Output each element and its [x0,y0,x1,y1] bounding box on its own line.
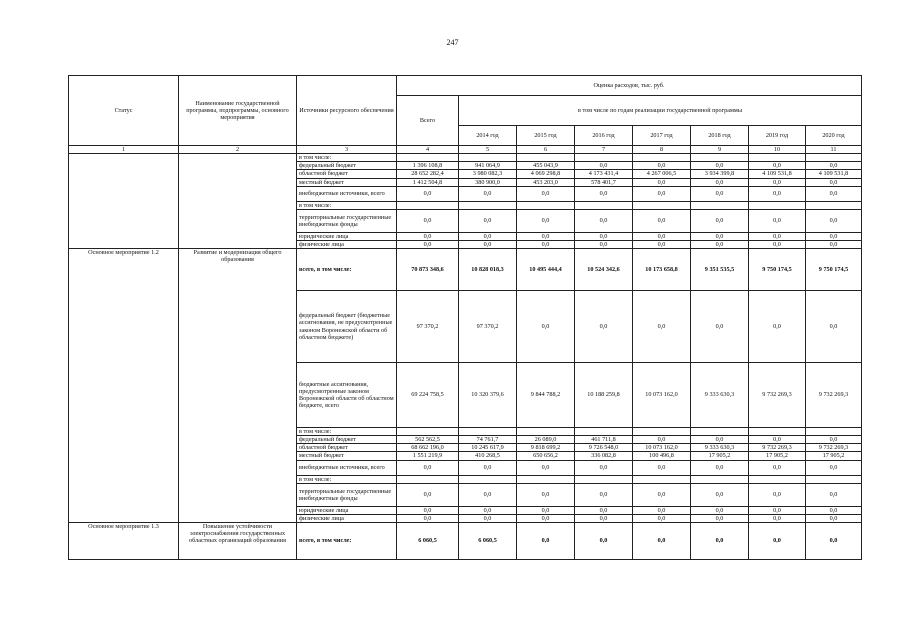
year-value [691,428,749,436]
year-value: 0,0 [691,178,749,186]
year-value [749,201,806,209]
year-value: 0,0 [633,209,691,232]
activity-name-cell: Повышение устойчивости электроснабжения государственных областных организаций образования [179,522,297,559]
year-value: 9 750 174,5 [749,249,806,291]
year-value: 0,0 [806,240,862,248]
year-value [459,201,517,209]
total-value: 0,0 [397,232,459,240]
activity-name-cell: Развитие и модернизация общего образования [179,249,297,523]
source-label: местный бюджет [297,452,397,460]
header-year: 2018 год [691,126,749,146]
year-value: 0,0 [633,240,691,248]
year-value: 0,0 [517,240,575,248]
column-number: 5 [459,146,517,154]
source-label: федеральный бюджет [297,436,397,444]
year-value: 17 905,2 [806,452,862,460]
year-value: 0,0 [517,232,575,240]
year-value: 0,0 [575,162,633,170]
year-value: 0,0 [575,483,633,506]
year-value: 0,0 [459,240,517,248]
year-value [575,428,633,436]
year-value: 0,0 [749,162,806,170]
total-value: 1 551 219,9 [397,452,459,460]
year-value: 0,0 [806,178,862,186]
year-value [633,428,691,436]
year-value [633,154,691,162]
year-value: 0,0 [517,186,575,201]
year-value: 9 844 788,2 [517,363,575,428]
year-value: 9 732 269,3 [749,363,806,428]
year-value: 0,0 [691,506,749,514]
year-value: 10 188 259,8 [575,363,633,428]
year-value: 0,0 [575,240,633,248]
year-value: 0,0 [691,460,749,475]
year-value [806,428,862,436]
year-value: 9 333 630,3 [691,444,749,452]
source-label: внебюджетные источники, всего [297,460,397,475]
year-value: 0,0 [749,291,806,363]
year-value: 0,0 [691,240,749,248]
year-value: 941 064,9 [459,162,517,170]
year-value: 0,0 [459,506,517,514]
year-value: 0,0 [691,232,749,240]
year-value [575,475,633,483]
year-value: 100 496,8 [633,452,691,460]
source-label: бюджетные ассигнования, предусмотренные законом Воронежской области об областном бюджете, всего [297,363,397,428]
source-label: юридические лица [297,506,397,514]
column-number: 11 [806,146,862,154]
year-value: 0,0 [806,483,862,506]
year-value: 3 980 082,3 [459,170,517,178]
source-label: в том числе: [297,154,397,162]
header-year: 2019 год [749,126,806,146]
year-value: 650 656,2 [517,452,575,460]
year-value: 0,0 [575,514,633,522]
year-value: 0,0 [459,186,517,201]
year-value: 0,0 [459,232,517,240]
year-value: 0,0 [575,186,633,201]
source-label: внебюджетные источники, всего [297,186,397,201]
total-value: 70 873 348,6 [397,249,459,291]
year-value: 0,0 [691,162,749,170]
total-value: 0,0 [397,514,459,522]
year-value: 0,0 [749,232,806,240]
source-label: областной бюджет [297,444,397,452]
year-value: 0,0 [517,483,575,506]
year-value: 0,0 [806,514,862,522]
status-cell [69,154,179,249]
year-value [459,154,517,162]
year-value: 0,0 [749,483,806,506]
year-value: 10 073 162,0 [633,444,691,452]
year-value [633,475,691,483]
table-row [69,154,862,162]
year-value: 0,0 [806,232,862,240]
year-value: 0,0 [633,460,691,475]
total-value: 68 662 196,0 [397,444,459,452]
source-label: в том числе: [297,428,397,436]
year-value [575,154,633,162]
year-value: 0,0 [517,514,575,522]
total-value [397,154,459,162]
total-value [397,201,459,209]
year-value: 0,0 [633,162,691,170]
year-value: 3 934 399,8 [691,170,749,178]
header-year: 2020 год [806,126,862,146]
year-value: 0,0 [517,522,575,559]
year-value: 9 732 269,3 [806,444,862,452]
year-value: 10 320 379,6 [459,363,517,428]
year-value: 9 333 630,3 [691,363,749,428]
year-value: 0,0 [459,483,517,506]
year-value: 10 245 617,9 [459,444,517,452]
year-value: 0,0 [749,506,806,514]
year-value: 0,0 [806,436,862,444]
year-value: 17 905,2 [749,452,806,460]
year-value: 9 818 699,2 [517,444,575,452]
header-status: Статус [69,76,179,146]
year-value: 0,0 [633,522,691,559]
year-value: 453 203,0 [517,178,575,186]
year-value [806,475,862,483]
year-value [691,154,749,162]
year-value: 0,0 [633,483,691,506]
header-year: 2014 год [459,126,517,146]
year-value: 17 905,2 [691,452,749,460]
year-value: 336 082,8 [575,452,633,460]
year-value [806,154,862,162]
column-number: 8 [633,146,691,154]
year-value: 0,0 [633,506,691,514]
total-value: 1 412 504,8 [397,178,459,186]
year-value: 9 732 269,3 [806,363,862,428]
year-value: 0,0 [633,514,691,522]
header-name: Наименование государственной программы, подпрограммы, основного мероприятия [179,76,297,146]
year-value: 0,0 [806,460,862,475]
year-value: 0,0 [806,209,862,232]
total-value [397,428,459,436]
year-value [806,201,862,209]
source-label: федеральный бюджет (бюджетные ассигнования, не предусмотренные законом Воронежской области об областном бюджете) [297,291,397,363]
year-value: 578 401,7 [575,178,633,186]
year-value [749,154,806,162]
year-value: 0,0 [749,186,806,201]
year-value: 0,0 [575,460,633,475]
year-value: 4 267 006,5 [633,170,691,178]
year-value [691,475,749,483]
source-label: всего, в том числе: [297,249,397,291]
year-value [517,154,575,162]
total-value [397,475,459,483]
year-value: 0,0 [691,514,749,522]
total-value: 0,0 [397,483,459,506]
column-number: 9 [691,146,749,154]
total-value: 0,0 [397,506,459,514]
source-label: территориальные государственные внебюджетные фонды [297,483,397,506]
source-label: в том числе: [297,475,397,483]
column-number: 2 [179,146,297,154]
year-value: 0,0 [517,460,575,475]
year-value: 410 268,5 [459,452,517,460]
total-value: 0,0 [397,186,459,201]
year-value: 9 351 535,5 [691,249,749,291]
year-value: 0,0 [633,186,691,201]
table-body [69,76,862,560]
total-value: 1 396 108,8 [397,162,459,170]
year-value: 26 089,0 [517,436,575,444]
year-value: 455 043,9 [517,162,575,170]
column-number: 6 [517,146,575,154]
year-value [517,201,575,209]
year-value: 0,0 [749,209,806,232]
year-value: 0,0 [691,522,749,559]
column-number: 7 [575,146,633,154]
source-label: всего, в том числе: [297,522,397,559]
total-value: 28 652 282,4 [397,170,459,178]
column-number: 1 [69,146,179,154]
year-value: 0,0 [633,436,691,444]
status-cell: Основное мероприятие 1.3 [69,522,179,559]
year-value [575,201,633,209]
total-value: 6 060,5 [397,522,459,559]
year-value [517,428,575,436]
year-value: 0,0 [806,186,862,201]
year-value [517,475,575,483]
column-number: 3 [297,146,397,154]
year-value: 0,0 [749,514,806,522]
year-value: 0,0 [517,506,575,514]
year-value [459,428,517,436]
year-value: 0,0 [806,291,862,363]
source-label: федеральный бюджет [297,162,397,170]
source-label: юридические лица [297,232,397,240]
year-value: 0,0 [459,209,517,232]
year-value: 380 900,0 [459,178,517,186]
table-row [69,522,862,559]
year-value: 4 109 531,8 [749,170,806,178]
header-total: Всего [397,96,459,146]
total-value: 97 370,2 [397,291,459,363]
year-value: 10 173 658,8 [633,249,691,291]
total-value: 0,0 [397,240,459,248]
year-value [691,201,749,209]
column-number: 4 [397,146,459,154]
year-value: 6 060,5 [459,522,517,559]
year-value: 4 173 431,4 [575,170,633,178]
year-value: 0,0 [749,178,806,186]
year-value: 0,0 [633,232,691,240]
year-value: 0,0 [633,291,691,363]
column-number: 10 [749,146,806,154]
year-value: 74 761,7 [459,436,517,444]
year-value: 0,0 [691,209,749,232]
total-value: 562 562,5 [397,436,459,444]
total-value: 69 224 758,5 [397,363,459,428]
total-value: 0,0 [397,209,459,232]
year-value: 0,0 [459,460,517,475]
status-cell: Основное мероприятие 1.2 [69,249,179,523]
year-value: 0,0 [517,291,575,363]
year-value: 0,0 [806,522,862,559]
year-value: 10 828 018,3 [459,249,517,291]
source-label: территориальные государственные внебюджетные фонды [297,209,397,232]
header-year: 2016 год [575,126,633,146]
year-value: 0,0 [517,209,575,232]
header-source: Источники ресурсного обеспечения [297,76,397,146]
year-value: 0,0 [633,178,691,186]
year-value: 0,0 [575,209,633,232]
year-value [749,428,806,436]
year-value [633,201,691,209]
year-value: 0,0 [749,460,806,475]
year-value: 0,0 [459,514,517,522]
year-value: 10 073 162,0 [633,363,691,428]
year-value: 0,0 [806,506,862,514]
source-label: физические лица [297,514,397,522]
year-value: 10 495 444,4 [517,249,575,291]
page-number: 247 [446,38,459,47]
header-by-years: в том числе по годам реализации государственной программы [459,96,862,126]
year-value: 0,0 [749,240,806,248]
source-label: в том числе: [297,201,397,209]
source-label: местный бюджет [297,178,397,186]
year-value [459,475,517,483]
year-value: 0,0 [691,436,749,444]
year-value: 0,0 [749,436,806,444]
year-value: 0,0 [575,291,633,363]
header-estimate: Оценка расходов, тыс. руб. [397,76,862,96]
year-value: 0,0 [691,186,749,201]
year-value: 0,0 [806,162,862,170]
year-value: 9 750 174,5 [806,249,862,291]
source-label: физические лица [297,240,397,248]
budget-table [68,75,862,560]
header-year: 2015 год [517,126,575,146]
year-value [749,475,806,483]
year-value: 10 524 342,6 [575,249,633,291]
table-row [69,249,862,291]
header-year: 2017 год [633,126,691,146]
year-value: 97 370,2 [459,291,517,363]
total-value: 0,0 [397,460,459,475]
year-value: 4 069 298,8 [517,170,575,178]
activity-name-cell [179,154,297,249]
year-value: 9 726 548,0 [575,444,633,452]
year-value: 0,0 [749,522,806,559]
year-value: 461 711,8 [575,436,633,444]
year-value: 0,0 [575,506,633,514]
year-value: 0,0 [691,483,749,506]
year-value: 0,0 [575,232,633,240]
year-value: 9 732 269,3 [749,444,806,452]
year-value: 0,0 [691,291,749,363]
year-value: 4 109 531,8 [806,170,862,178]
year-value: 0,0 [575,522,633,559]
source-label: областной бюджет [297,170,397,178]
